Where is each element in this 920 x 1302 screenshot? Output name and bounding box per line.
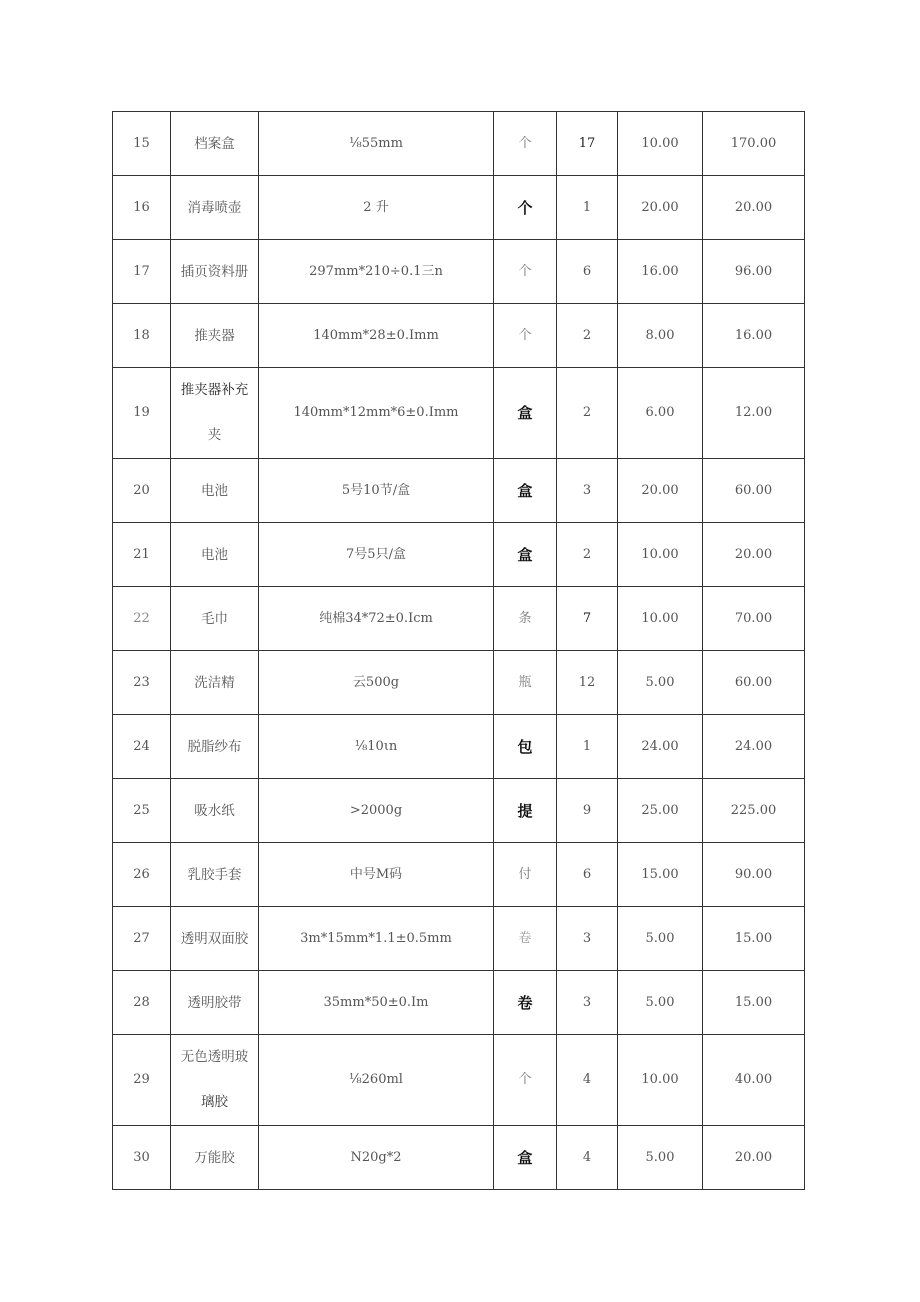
item-total: 40.00 bbox=[703, 1035, 805, 1126]
item-number: 26 bbox=[113, 843, 171, 907]
item-spec: ⅛260ml bbox=[259, 1035, 494, 1126]
item-spec: 纯棉34*72±0.Icm bbox=[259, 587, 494, 651]
item-name bbox=[171, 1035, 259, 1126]
item-total: 12.00 bbox=[703, 368, 805, 459]
item-spec: ⅛55mm bbox=[259, 112, 494, 176]
item-unit: 包 bbox=[494, 715, 557, 779]
item-spec: 7号5只/盒 bbox=[259, 523, 494, 587]
item-name: 透明胶带 bbox=[171, 971, 259, 1035]
item-total: 60.00 bbox=[703, 459, 805, 523]
item-total: 20.00 bbox=[703, 176, 805, 240]
item-spec: 2 升 bbox=[259, 176, 494, 240]
item-unit: 盒 bbox=[494, 1126, 557, 1190]
table-row bbox=[113, 240, 805, 304]
item-unit-price: 20.00 bbox=[618, 459, 703, 523]
item-name: 插页资料册 bbox=[171, 240, 259, 304]
item-quantity: 6 bbox=[557, 240, 618, 304]
item-quantity: 3 bbox=[557, 907, 618, 971]
table-row bbox=[113, 587, 805, 651]
item-name: 消毒喷壶 bbox=[171, 176, 259, 240]
table-row bbox=[113, 112, 805, 176]
table-row bbox=[113, 459, 805, 523]
item-unit: 个 bbox=[494, 176, 557, 240]
item-quantity: 4 bbox=[557, 1126, 618, 1190]
item-unit: 个 bbox=[494, 304, 557, 368]
item-name: 电池 bbox=[171, 523, 259, 587]
item-name: 脱脂纱布 bbox=[171, 715, 259, 779]
item-name bbox=[171, 368, 259, 459]
item-name-line: 夹 bbox=[207, 427, 222, 443]
item-total: 96.00 bbox=[703, 240, 805, 304]
item-total: 170.00 bbox=[703, 112, 805, 176]
item-spec: 140mm*12mm*6±0.Imm bbox=[259, 368, 494, 459]
item-total: 225.00 bbox=[703, 779, 805, 843]
item-quantity: 2 bbox=[557, 304, 618, 368]
item-number: 21 bbox=[113, 523, 171, 587]
item-unit: 盒 bbox=[494, 459, 557, 523]
item-name: 洗洁精 bbox=[171, 651, 259, 715]
item-unit-price: 15.00 bbox=[618, 843, 703, 907]
table-row bbox=[113, 523, 805, 587]
item-quantity: 9 bbox=[557, 779, 618, 843]
item-spec: >2000g bbox=[259, 779, 494, 843]
item-number: 19 bbox=[113, 368, 171, 459]
item-spec: 云500g bbox=[259, 651, 494, 715]
item-spec: 3m*15mm*1.1±0.5mm bbox=[259, 907, 494, 971]
item-spec: 中号M码 bbox=[259, 843, 494, 907]
item-number: 17 bbox=[113, 240, 171, 304]
item-total: 70.00 bbox=[703, 587, 805, 651]
item-name-line: 璃胶 bbox=[201, 1094, 228, 1110]
item-quantity: 12 bbox=[557, 651, 618, 715]
item-spec: 297mm*210÷0.1三n bbox=[259, 240, 494, 304]
item-quantity: 2 bbox=[557, 368, 618, 459]
item-total: 24.00 bbox=[703, 715, 805, 779]
item-quantity: 1 bbox=[557, 715, 618, 779]
item-unit: 个 bbox=[494, 112, 557, 176]
item-quantity: 1 bbox=[557, 176, 618, 240]
item-quantity: 3 bbox=[557, 459, 618, 523]
item-unit: 卷 bbox=[494, 907, 557, 971]
item-number: 23 bbox=[113, 651, 171, 715]
table-row bbox=[113, 651, 805, 715]
item-number: 25 bbox=[113, 779, 171, 843]
item-unit: 条 bbox=[494, 587, 557, 651]
item-total: 15.00 bbox=[703, 971, 805, 1035]
item-quantity: 2 bbox=[557, 523, 618, 587]
item-number: 15 bbox=[113, 112, 171, 176]
table-row bbox=[113, 971, 805, 1035]
table-row bbox=[113, 907, 805, 971]
item-name: 毛巾 bbox=[171, 587, 259, 651]
item-unit: 个 bbox=[494, 1035, 557, 1126]
item-number: 28 bbox=[113, 971, 171, 1035]
item-unit-price: 10.00 bbox=[618, 1035, 703, 1126]
item-number: 29 bbox=[113, 1035, 171, 1126]
item-unit: 提 bbox=[494, 779, 557, 843]
supplies-table bbox=[112, 111, 805, 1190]
item-total: 16.00 bbox=[703, 304, 805, 368]
item-unit-price: 5.00 bbox=[618, 651, 703, 715]
item-unit-price: 5.00 bbox=[618, 971, 703, 1035]
item-unit-price: 20.00 bbox=[618, 176, 703, 240]
table-row bbox=[113, 1035, 805, 1126]
item-total: 90.00 bbox=[703, 843, 805, 907]
item-total: 20.00 bbox=[703, 1126, 805, 1190]
item-unit-price: 5.00 bbox=[618, 1126, 703, 1190]
item-unit-price: 8.00 bbox=[618, 304, 703, 368]
item-unit-price: 10.00 bbox=[618, 523, 703, 587]
item-unit: 卷 bbox=[494, 971, 557, 1035]
item-quantity: 4 bbox=[557, 1035, 618, 1126]
table-row bbox=[113, 304, 805, 368]
item-number: 20 bbox=[113, 459, 171, 523]
item-name-line: 推夹器补充 bbox=[180, 382, 249, 398]
item-name: 吸水纸 bbox=[171, 779, 259, 843]
item-quantity: 6 bbox=[557, 843, 618, 907]
table-row bbox=[113, 779, 805, 843]
item-unit: 盒 bbox=[494, 523, 557, 587]
table-row bbox=[113, 1126, 805, 1190]
item-quantity: 7 bbox=[557, 587, 618, 651]
item-unit-price: 5.00 bbox=[618, 907, 703, 971]
item-unit-price: 16.00 bbox=[618, 240, 703, 304]
item-total: 20.00 bbox=[703, 523, 805, 587]
item-unit: 瓶 bbox=[494, 651, 557, 715]
table-row bbox=[113, 843, 805, 907]
item-name: 万能胶 bbox=[171, 1126, 259, 1190]
item-total: 15.00 bbox=[703, 907, 805, 971]
item-number: 27 bbox=[113, 907, 171, 971]
item-number: 16 bbox=[113, 176, 171, 240]
item-spec: 140mm*28±0.Imm bbox=[259, 304, 494, 368]
item-number: 22 bbox=[113, 587, 171, 651]
item-spec: 5号10节/盒 bbox=[259, 459, 494, 523]
item-unit: 盒 bbox=[494, 368, 557, 459]
table-row bbox=[113, 715, 805, 779]
item-unit-price: 10.00 bbox=[618, 587, 703, 651]
item-spec: N20g*2 bbox=[259, 1126, 494, 1190]
item-name: 透明双面胶 bbox=[171, 907, 259, 971]
item-unit-price: 6.00 bbox=[618, 368, 703, 459]
item-name: 乳胶手套 bbox=[171, 843, 259, 907]
table-row bbox=[113, 368, 805, 459]
item-unit-price: 24.00 bbox=[618, 715, 703, 779]
item-unit: 个 bbox=[494, 240, 557, 304]
item-quantity: 17 bbox=[557, 112, 618, 176]
item-total: 60.00 bbox=[703, 651, 805, 715]
item-name-line: 无色透明玻 bbox=[180, 1049, 249, 1065]
item-name: 推夹器 bbox=[171, 304, 259, 368]
item-spec: 35mm*50±0.Im bbox=[259, 971, 494, 1035]
item-number: 18 bbox=[113, 304, 171, 368]
table-row bbox=[113, 176, 805, 240]
item-number: 24 bbox=[113, 715, 171, 779]
item-unit-price: 25.00 bbox=[618, 779, 703, 843]
item-name: 电池 bbox=[171, 459, 259, 523]
item-quantity: 3 bbox=[557, 971, 618, 1035]
item-unit-price: 10.00 bbox=[618, 112, 703, 176]
item-name: 档案盒 bbox=[171, 112, 259, 176]
item-number: 30 bbox=[113, 1126, 171, 1190]
item-unit: 付 bbox=[494, 843, 557, 907]
item-spec: ⅛10ιn bbox=[259, 715, 494, 779]
